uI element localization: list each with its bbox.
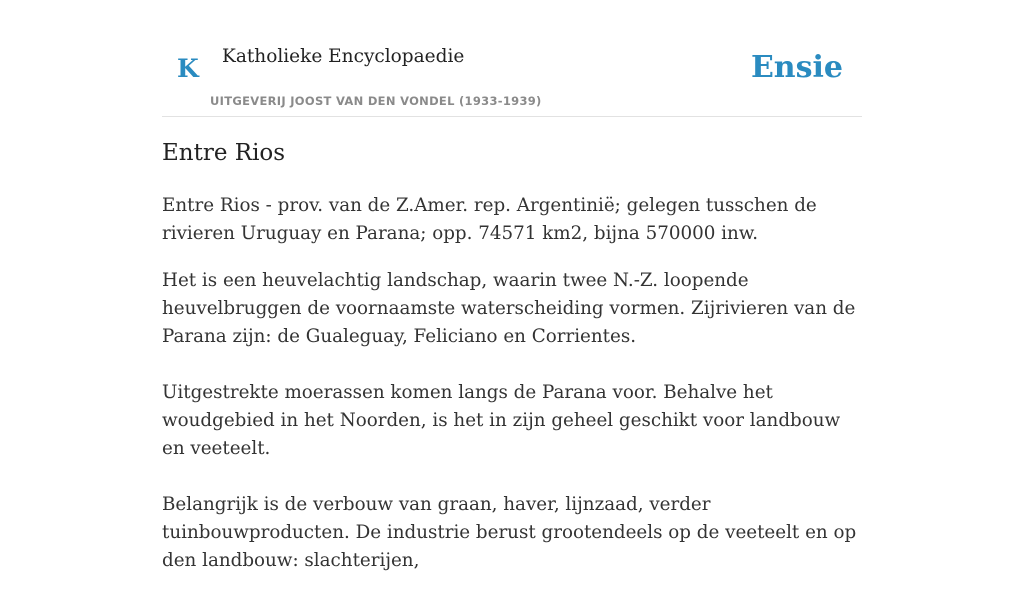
ensie-brand-link[interactable]: Ensie <box>750 50 843 85</box>
site-title[interactable]: Katholieke Encyclopaedie <box>222 46 465 67</box>
site-logo-icon[interactable]: K <box>177 54 199 83</box>
entry-paragraph: Uitgestrekte moerassen komen langs de Parana voor. Behalve het woudgebied in het Noorden, is het in zijn geheel geschikt voor landbouw en veeteelt. <box>162 382 841 459</box>
entry-paragraph: Entre Rios - prov. van de Z.Amer. rep. Argentinië; gelegen tusschen de rivieren Uruguay en Parana; opp. 74571 km2, bijna 570000 inw. <box>162 195 817 244</box>
publisher-subtitle: UITGEVERIJ JOOST VAN DEN VONDEL (1933-1939) <box>210 94 542 108</box>
site-header <box>162 0 862 117</box>
entry-paragraph: Belangrijk is de verbouw van graan, haver, lijnzaad, verder tuinbouwproducten. De industrie berust grootendeels op de veeteelt en op den landbouw: slachterijen, <box>162 494 857 571</box>
entry-paragraph: Het is een heuvelachtig landschap, waarin twee N.-Z. loopende heuvelbruggen de voornaamste waterscheiding vormen. Zijrivieren van de Parana zijn: de Gualeguay, Feliciano en Corrientes. <box>162 270 856 347</box>
page <box>162 0 862 571</box>
entry-body <box>162 192 866 594</box>
entry-title: Entre Rios <box>162 140 286 166</box>
